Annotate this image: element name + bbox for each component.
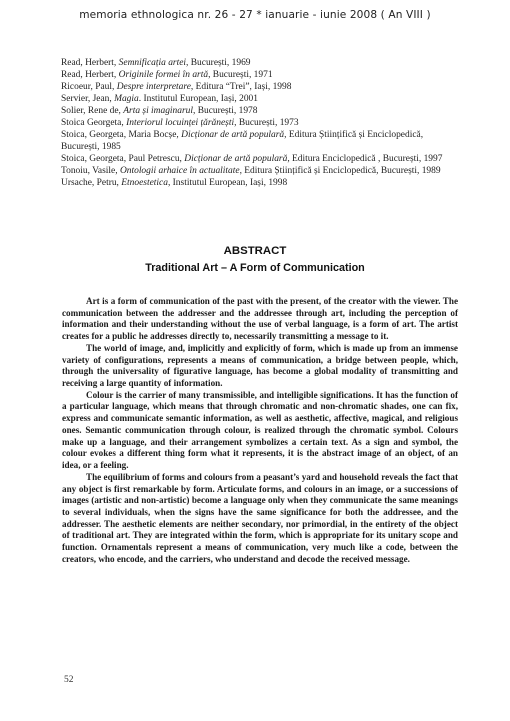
abstract-paragraph: The world of image, and, implicitly and explicitly of form, which is made up from an immense variety of configurations, represents a means of communication, a bridge between people, which, through the universality of figurative language, has become a global modality of transmitting and receiving a large quantity of information. (62, 342, 458, 389)
abstract-body (62, 296, 458, 566)
bibliography-entry: Read, Herbert, Semnificația artei, București, 1969 (61, 58, 251, 68)
running-head: memoria ethnologica nr. 26 - 27 * ianuarie - iunie 2008 ( An VIII ) (79, 9, 431, 21)
bibliography-entry: Stoica Georgeta, Interiorul locuinței țărănești, București, 1973 (61, 118, 299, 129)
bibliography-entry: Tonoiu, Vasile, Ontologii arhaice în actualitate, Editura Științifică și Enciclopedică, București, 1989 (61, 166, 441, 177)
bibliography-entry: Servier, Jean, Magia. Institutul European, Iași, 2001 (61, 94, 258, 105)
bibliography-entry: Stoica, Georgeta, Maria Bocșe, Dicționar de artă populară, Editura Științifică și Enciclopedică, București, 1985 (61, 130, 424, 153)
abstract-paragraph: The equilibrium of forms and colours from a peasant’s yard and household reveals the fact that any object is first remarkable by form. Articulate forms, and colours in an image, or a successions of images (artistic and non-artistic) become a language only when they communicate the same meanings to several individuals, when the signs have the same significance for both the addressee, and the addresser. The aesthetic elements are neither secondary, nor primordial, in the entirety of the object of traditional art. They are integrated within the form, which is appropriate for its unitary scope and function. Ornamentals represent a means of communication, very much like a code, between the creators, who encode, and the carriers, who understand and decode the received message. (62, 471, 458, 564)
abstract-subtitle: Traditional Art – A Form of Communication (145, 262, 365, 274)
bibliography-entry: Ricoeur, Paul, Despre interpretare, Editura “Trei”, Iași, 1998 (61, 82, 292, 93)
bibliography-entry: Solier, Rene de, Arta și imaginarul, București, 1978 (61, 106, 258, 117)
page-number: 52 (64, 675, 74, 685)
abstract-paragraph: Art is a form of communication of the past with the present, of the creator with the viewer. The communication between the addresser and the addressee through art, including the perception of information and their understanding without the use of verbal language, is a form of art. The artist creates for a public he addresses directly to, necessarily transmitting a message to it. (62, 296, 458, 342)
bibliography-entry: Ursache, Petru, Etnoestetica, Institutul European, Iași, 1998 (61, 178, 288, 189)
bibliography-entry: Stoica, Georgeta, Paul Petrescu, Dicționar de artă populară, Editura Enciclopedică , București, 1997 (61, 154, 443, 165)
abstract-paragraph: Colour is the carrier of many transmissible, and intelligible significations. It has the function of a particular language, which means that through chromatic and non-chromatic shades, one can fix, express and communicate semantic information, as well as aesthetic, affective, magical, and religious ones. Semantic communication through colour, is realized through the chromatic symbol. Colours make up a language, and their arrangement symbolizes a certain text. As a sign and symbol, the colour evokes a different thing form what it represents, it is the abstract image of an object, of an idea, or a feeling. (62, 389, 458, 471)
bibliography-list (61, 57, 459, 190)
bibliography-entry: Read, Herbert, Originile formei în artă, București, 1971 (61, 70, 273, 81)
abstract-heading: ABSTRACT (223, 245, 287, 257)
